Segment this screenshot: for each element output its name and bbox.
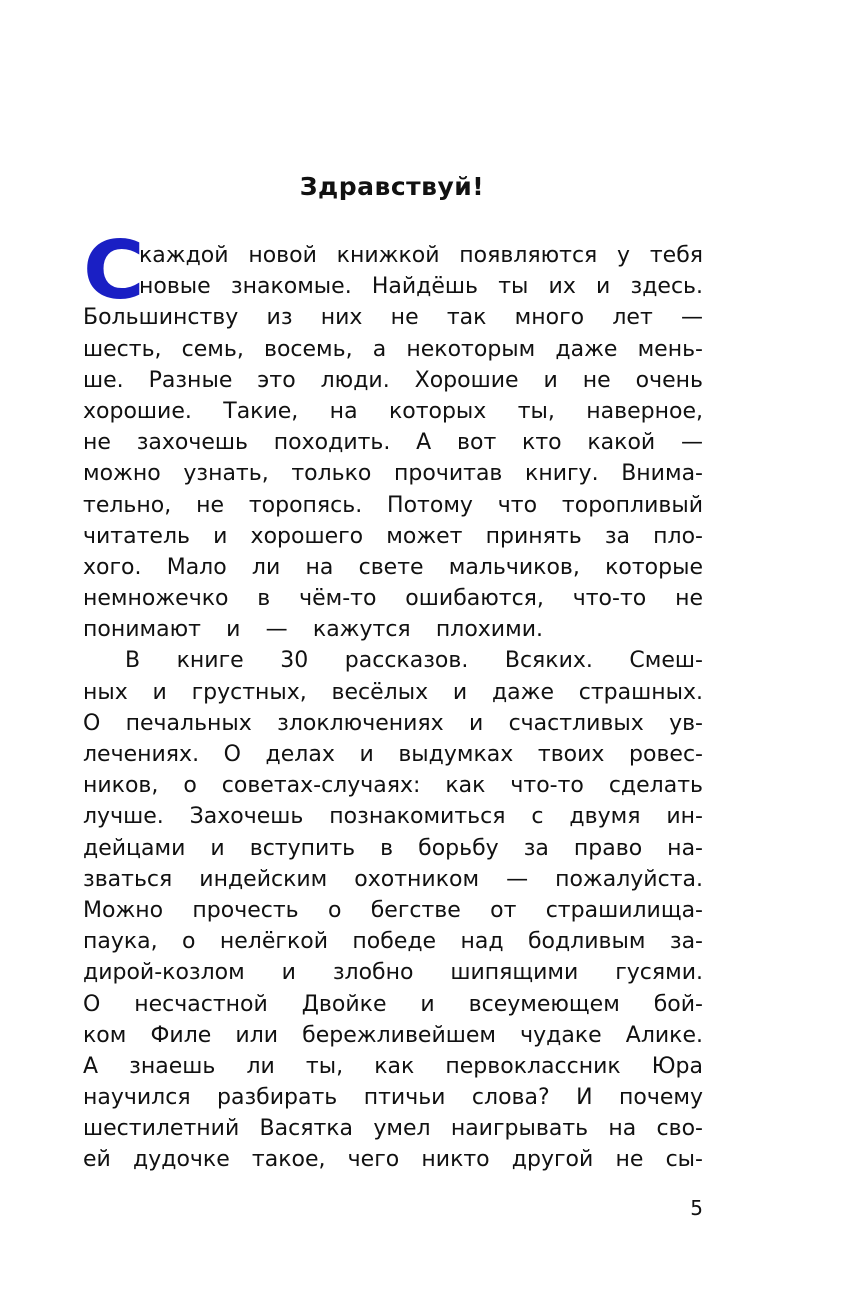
text-line: ников, о советах-случаях: как что-то сделать <box>83 773 703 799</box>
text-line: не захочешь походить. А вот кто какой — <box>83 430 703 456</box>
text-line: О несчастной Двойке и всеумеющем бой- <box>83 991 703 1017</box>
text-line: Большинству из них не так много лет — <box>83 305 703 331</box>
text-line: ных и грустных, весёлых и даже страшных. <box>83 679 703 705</box>
text-line: хого. Мало ли на свете мальчиков, которые <box>83 554 703 580</box>
text-line: тельно, не торопясь. Потому что торопливый <box>83 492 703 518</box>
text-line: шесть, семь, восемь, а некоторым даже мень- <box>83 336 703 362</box>
text-line: хорошие. Такие, на которых ты, наверное, <box>83 398 703 424</box>
text-line: каждой новой книжкой появляются у тебя <box>139 243 703 268</box>
text-line: А знаешь ли ты, как первоклассник Юра <box>83 1053 703 1079</box>
text-line: читатель и хорошего может принять за пло- <box>83 523 703 549</box>
body-text <box>83 224 703 1176</box>
text-line: дирой-козлом и злобно шипящими гусями. <box>83 960 703 986</box>
drop-cap: С <box>83 224 145 317</box>
text-line: научился разбирать птичьи слова? И почему <box>83 1085 703 1111</box>
text-line: дейцами и вступить в борьбу за право на- <box>83 835 703 861</box>
text-line: лучше. Захочешь познакомиться с двумя ин- <box>83 804 703 830</box>
text-line: можно узнать, только прочитав книгу. Внима- <box>83 461 703 487</box>
page-number: 5 <box>690 1196 703 1220</box>
text-line: В книге 30 рассказов. Всяких. Смеш- <box>125 648 703 674</box>
text-line: лечениях. О делах и выдумках твоих ровес- <box>83 742 703 767</box>
text-line: ком Филе или бережливейшем чудаке Алике. <box>83 1022 703 1048</box>
text-line: О печальных злоключениях и счастливых ув- <box>83 710 703 736</box>
text-line: ше. Разные это люди. Хорошие и не очень <box>83 367 703 393</box>
text-line: зваться индейским охотником — пожалуйста. <box>83 866 703 892</box>
text-line: Можно прочесть о бегстве от страшилища- <box>83 897 703 923</box>
text-line: понимают и — кажутся плохими. <box>83 617 543 643</box>
text-line: шестилетний Васятка умел наигрывать на сво- <box>83 1116 703 1142</box>
text-line: немножечко в чём-то ошибаются, что-то не <box>83 586 703 612</box>
text-line: паука, о нелёгкой победе над бодливым за- <box>83 929 703 955</box>
text-line: ей дудочке такое, чего никто другой не сы- <box>83 1147 703 1173</box>
page-title: Здравствуй! <box>299 172 485 201</box>
text-line: новые знакомые. Найдёшь ты их и здесь. <box>139 274 703 300</box>
